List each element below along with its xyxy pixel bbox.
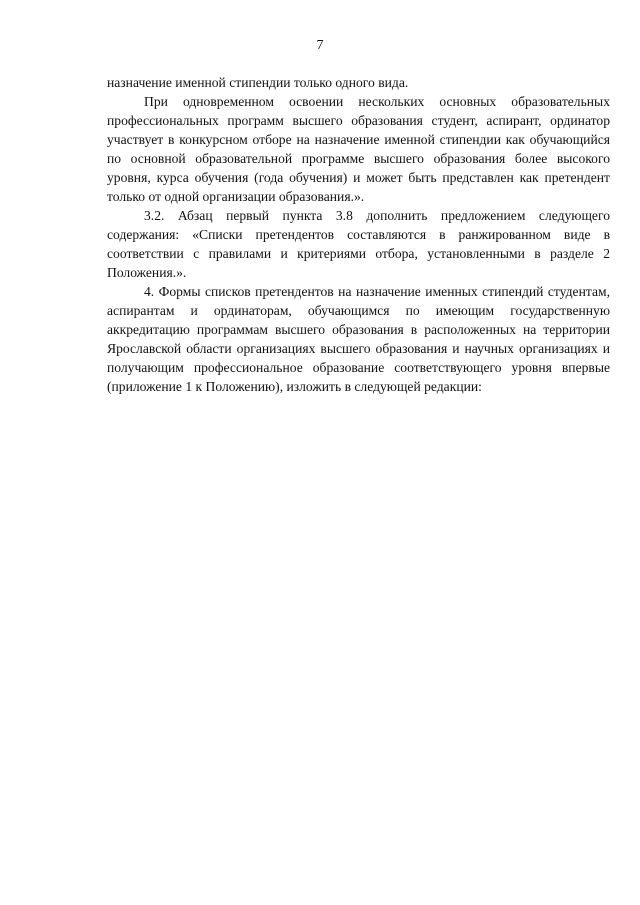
paragraph-4: 4. Формы списков претендентов на назначение именных стипендий студентам, аспирантам и ординаторам, обучающимся по имеющим государственную аккредитацию программам высшего образования в расположенных на территории Ярославской области организациях высшего образования и научных организациях и получающим профессиональное образование соответствующего уровня впервые (приложение 1 к Положению), изложить в следующей редакции: [107,284,610,394]
document-body [107,73,610,396]
page-number: 7 [316,38,324,53]
paragraph-simultaneous-study: При одновременном освоении нескольких основных образовательных профессиональных программ высшего образования студент, аспирант, ординатор участвует в конкурсном отборе на назначение именной стипендии как обучающийся по основной образовательной программе высшего образования более высокого уровня, курса обучения (года обучения) и может быть представлен как претендент только от одной организации образования.». [107,94,610,204]
paragraph-3-2: 3.2. Абзац первый пункта 3.8 дополнить предложением следующего содержания: «Списки претендентов составляются в ранжированном виде в соответствии с правилами и критериями отбора, установленными в разделе 2 Положения.». [107,208,610,280]
paragraph-continuation: назначение именной стипендии только одного вида. [107,75,409,90]
